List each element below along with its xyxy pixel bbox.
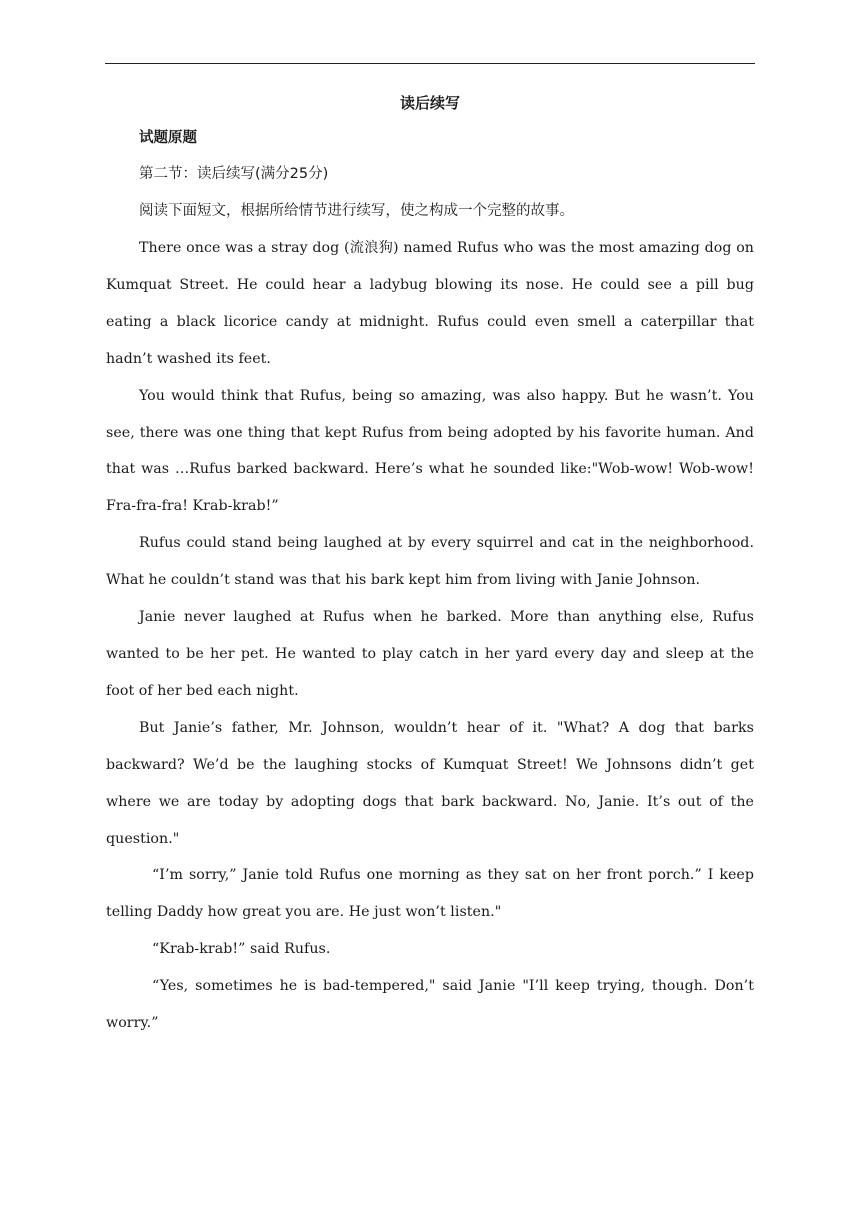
instruction-line: 阅读下面短文，根据所给情节进行续写，使之构成一个完整的故事。 [139,203,574,219]
story-paragraph-5: But Janie’s father, Mr. Johnson, wouldn’t hear of it. "What? A dog that barks backward? We’d be the laughing stocks of Kumquat Street! We Johnsons didn’t get where we are today by adopting dogs that bark backward. No, Janie. It’s out of the question." [106,719,754,847]
story-paragraph-3: Rufus could stand being laughed at by every squirrel and cat in the neighborhood. What he couldn’t stand was that his bark kept him from living with Janie Johnson. [106,535,754,589]
story-paragraph-7: “Krab-krab!” said Rufus. [152,941,331,958]
story-paragraph-1: There once was a stray dog (流浪狗) named Rufus who was the most amazing dog on Kumquat Street. He could hear a ladybug blowing its nose. He could see a pill bug eating a black licorice candy at midnight. Rufus could even smell a caterpillar that hadn’t washed its feet. [106,240,754,367]
story-paragraph-6: “I’m sorry,” Janie told Rufus one morning as they sat on her front porch.” I keep telling Daddy how great you are. He just won’t listen." [106,867,754,921]
section-heading: 试题原题 [139,130,197,146]
story-paragraph-2: You would think that Rufus, being so amazing, was also happy. But he wasn’t. You see, there was one thing that kept Rufus from being adopted by his favorite human. And that was …Rufus barked backward. Here’s what he sounded like:"Wob-wow! Wob-wow! Fra-fra-fra! Krab-krab!” [106,387,754,515]
document-title: 读后续写 [399,94,460,112]
story-paragraph-4: Janie never laughed at Rufus when he barked. More than anything else, Rufus wanted to be her pet. He wanted to play catch in her yard every day and sleep at the foot of her bed each night. [106,609,754,699]
task-line: 第二节：读后续写(满分25分) [139,166,329,182]
story-paragraph-8: “Yes, sometimes he is bad-tempered," said Janie "I’ll keep trying, though. Don’t worry.” [106,978,754,1032]
document-body [106,86,754,1042]
header-rule [105,63,755,64]
